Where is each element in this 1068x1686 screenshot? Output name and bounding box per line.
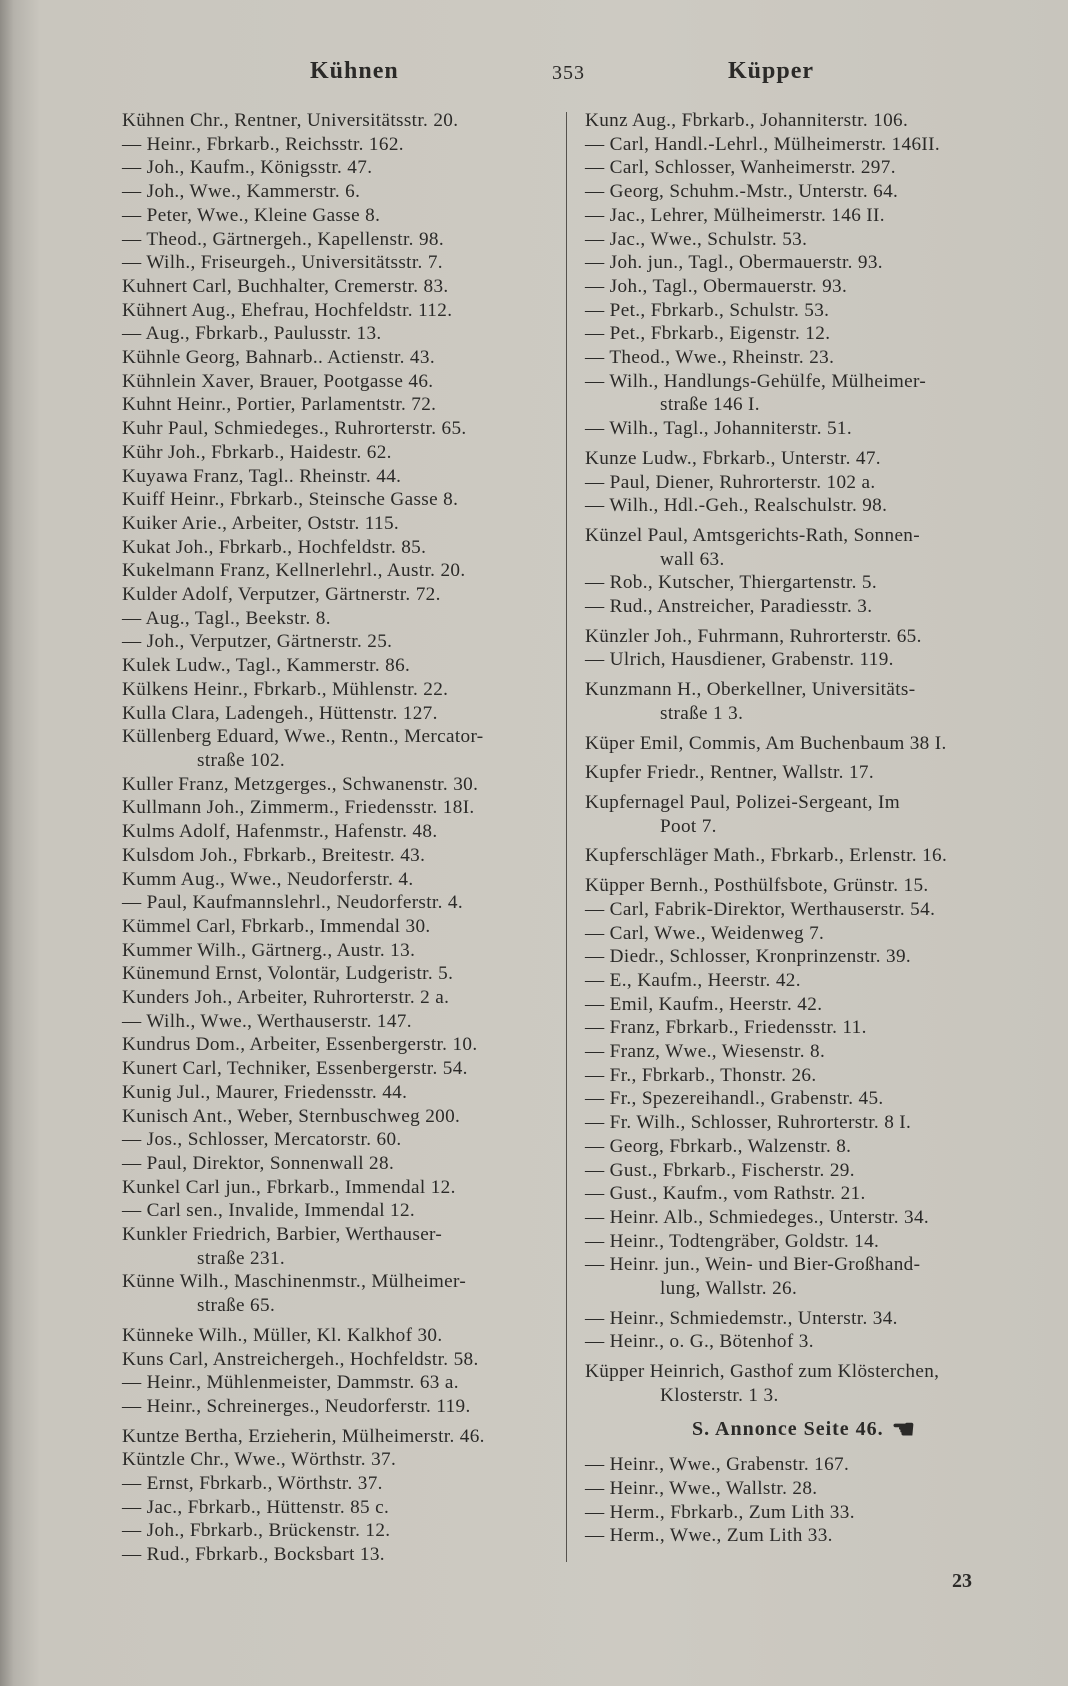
directory-entry bbox=[585, 370, 1023, 417]
entry-line: Küllenberg Eduard, Wwe., Rentn., Mercator- bbox=[122, 726, 484, 748]
directory-entry bbox=[122, 796, 560, 820]
directory-entry bbox=[585, 133, 1023, 157]
entry-line: Kuiker Arie., Arbeiter, Oststr. 115. bbox=[122, 512, 400, 534]
directory-entry bbox=[122, 204, 560, 228]
directory-entry bbox=[122, 1152, 560, 1176]
entry-line: Kuller Franz, Metzgerges., Schwanenstr. 30. bbox=[122, 773, 479, 795]
directory-entry bbox=[122, 465, 560, 489]
directory-entry bbox=[122, 1324, 560, 1348]
directory-entry bbox=[122, 109, 560, 133]
directory-entry bbox=[122, 1105, 560, 1129]
entry-line: — Peter, Wwe., Kleine Gasse 8. bbox=[122, 204, 381, 226]
directory-entry bbox=[122, 180, 560, 204]
entry-line: — Joh., Verputzer, Gärtnerstr. 25. bbox=[122, 631, 393, 653]
directory-entry bbox=[122, 1270, 560, 1317]
page-number: 353 bbox=[552, 62, 585, 84]
directory-entry bbox=[585, 1253, 1023, 1300]
directory-entry bbox=[585, 1501, 1023, 1525]
entry-line: — Rud., Fbrkarb., Bocksbart 13. bbox=[122, 1544, 385, 1566]
annonce-reference bbox=[585, 1414, 1023, 1444]
entry-line: — Gust., Fbrkarb., Fischerstr. 29. bbox=[585, 1159, 855, 1181]
directory-entry bbox=[122, 654, 560, 678]
directory-entry bbox=[585, 1016, 1023, 1040]
entry-line: Kupfernagel Paul, Polizei-Sergeant, Im bbox=[585, 791, 901, 813]
directory-entry bbox=[585, 1064, 1023, 1088]
directory-entry bbox=[585, 1135, 1023, 1159]
entry-line: Kühr Joh., Fbrkarb., Haidestr. 62. bbox=[122, 441, 392, 463]
entry-line: — Georg, Schuhm.-Mstr., Unterstr. 64. bbox=[585, 181, 899, 203]
directory-entry bbox=[122, 441, 560, 465]
directory-entry bbox=[122, 559, 560, 583]
entry-line: Kunders Joh., Arbeiter, Ruhrorterstr. 2 a. bbox=[122, 987, 450, 1009]
directory-entry bbox=[122, 156, 560, 180]
directory-entry bbox=[585, 322, 1023, 346]
directory-entry bbox=[122, 299, 560, 323]
entry-line: Kunkel Carl jun., Fbrkarb., Immendal 12. bbox=[122, 1176, 456, 1198]
directory-entry bbox=[585, 251, 1023, 275]
entry-line: — Theod., Wwe., Rheinstr. 23. bbox=[585, 347, 835, 369]
directory-entry bbox=[122, 1176, 560, 1200]
entry-line: — Wilh., Hdl.-Geh., Realschulstr. 98. bbox=[585, 495, 888, 517]
directory-entry bbox=[122, 370, 560, 394]
directory-entry bbox=[585, 1360, 1023, 1407]
column-divider bbox=[566, 112, 567, 1562]
entry-line: Kunert Carl, Techniker, Essenbergerstr. 54. bbox=[122, 1058, 468, 1080]
directory-entry bbox=[585, 1524, 1023, 1548]
directory-entry bbox=[122, 868, 560, 892]
entry-line: — Franz, Wwe., Wiesenstr. 8. bbox=[585, 1041, 826, 1063]
directory-entry bbox=[122, 725, 560, 772]
entry-line: Kullmann Joh., Zimmerm., Friedensstr. 18I. bbox=[122, 797, 475, 819]
directory-entry bbox=[585, 993, 1023, 1017]
entry-line: — Heinr., Schmiedemstr., Unterstr. 34. bbox=[585, 1307, 898, 1329]
directory-entry bbox=[585, 678, 1023, 725]
directory-entry bbox=[585, 1087, 1023, 1111]
entry-line: — Jac., Wwe., Schulstr. 53. bbox=[585, 228, 808, 250]
directory-entry bbox=[122, 773, 560, 797]
entry-line: Kukat Joh., Fbrkarb., Hochfeldstr. 85. bbox=[122, 536, 427, 558]
entry-line: Kühnlein Xaver, Brauer, Pootgasse 46. bbox=[122, 370, 434, 392]
running-head-right: Küpper bbox=[728, 58, 815, 84]
directory-entry bbox=[585, 1230, 1023, 1254]
directory-entry bbox=[122, 133, 560, 157]
entry-line: Künne Wilh., Maschinenmstr., Mülheimer- bbox=[122, 1271, 467, 1293]
entry-line: Künzler Joh., Fuhrmann, Ruhrorterstr. 65. bbox=[585, 625, 922, 647]
directory-entry bbox=[122, 512, 560, 536]
directory-entry bbox=[122, 1425, 560, 1449]
entry-line: — Aug., Tagl., Beekstr. 8. bbox=[122, 607, 331, 629]
entry-line: Kumm Aug., Wwe., Neudorferstr. 4. bbox=[122, 868, 414, 890]
entry-line: Kunze Ludw., Fbrkarb., Unterstr. 47. bbox=[585, 447, 881, 469]
entry-line: — Ernst, Fbrkarb., Wörthstr. 37. bbox=[122, 1473, 383, 1495]
entry-line: — Theod., Gärtnergeh., Kapellenstr. 98. bbox=[122, 228, 444, 250]
entry-line: — Jos., Schlosser, Mercatorstr. 60. bbox=[122, 1129, 402, 1151]
entry-line: — Franz, Fbrkarb., Friedensstr. 11. bbox=[585, 1017, 867, 1039]
directory-entry bbox=[122, 1371, 560, 1395]
directory-entry bbox=[585, 1206, 1023, 1230]
entry-line: Küpper Heinrich, Gasthof zum Klösterchen, bbox=[585, 1361, 940, 1383]
directory-entry bbox=[585, 732, 1023, 756]
entry-line: Kuyawa Franz, Tagl.. Rheinstr. 44. bbox=[122, 465, 402, 487]
entry-line: — Heinr., Fbrkarb., Reichsstr. 162. bbox=[122, 133, 404, 155]
directory-entry bbox=[122, 1519, 560, 1543]
entry-line: — Joh., Fbrkarb., Brückenstr. 12. bbox=[122, 1520, 391, 1542]
directory-entry bbox=[585, 471, 1023, 495]
entry-line: Künzel Paul, Amtsgerichts-Rath, Sonnen- bbox=[585, 524, 920, 546]
entry-line: — Pet., Fbrkarb., Schulstr. 53. bbox=[585, 299, 830, 321]
directory-entry bbox=[585, 1040, 1023, 1064]
entry-line: — Pet., Fbrkarb., Eigenstr. 12. bbox=[585, 323, 831, 345]
directory-entry bbox=[122, 1496, 560, 1520]
directory-entry bbox=[122, 417, 560, 441]
entry-continuation-line: straße 1 3. bbox=[660, 702, 744, 724]
entry-line: Kuntze Bertha, Erzieherin, Mülheimerstr. 46. bbox=[122, 1425, 485, 1447]
left-column bbox=[122, 109, 560, 1567]
directory-entry bbox=[585, 228, 1023, 252]
entry-line: — Ulrich, Hausdiener, Grabenstr. 119. bbox=[585, 649, 894, 671]
entry-line: — Wilh., Wwe., Werthauserstr. 147. bbox=[122, 1010, 412, 1032]
directory-entry bbox=[585, 844, 1023, 868]
directory-entry bbox=[122, 891, 560, 915]
directory-entry bbox=[585, 922, 1023, 946]
directory-entry bbox=[585, 1182, 1023, 1206]
entry-line: Kukelmann Franz, Kellnerlehrl., Austr. 20. bbox=[122, 560, 466, 582]
directory-entry bbox=[585, 346, 1023, 370]
entry-continuation-line: Poot 7. bbox=[660, 815, 717, 837]
entry-line: — Heinr. jun., Wein- und Bier-Großhand- bbox=[585, 1254, 921, 1276]
entry-line: Kundrus Dom., Arbeiter, Essenbergerstr. 10. bbox=[122, 1034, 478, 1056]
directory-entry bbox=[585, 898, 1023, 922]
directory-entry bbox=[122, 1128, 560, 1152]
directory-entry bbox=[585, 791, 1023, 838]
entry-line: Künneke Wilh., Müller, Kl. Kalkhof 30. bbox=[122, 1324, 443, 1346]
directory-entry bbox=[122, 1223, 560, 1270]
directory-entry bbox=[585, 625, 1023, 649]
directory-entry bbox=[585, 299, 1023, 323]
directory-entry bbox=[585, 109, 1023, 133]
entry-line: Kuns Carl, Anstreichergeh., Hochfeldstr. 58. bbox=[122, 1348, 479, 1370]
entry-line: Kupferschläger Math., Fbrkarb., Erlenstr. 16. bbox=[585, 845, 948, 867]
directory-entry bbox=[585, 571, 1023, 595]
directory-entry bbox=[122, 1010, 560, 1034]
entry-line: — Herm., Wwe., Zum Lith 33. bbox=[585, 1525, 833, 1547]
entry-line: Kunisch Ant., Weber, Sternbuschweg 200. bbox=[122, 1105, 461, 1127]
entry-line: — Paul, Diener, Ruhrorterstr. 102 a. bbox=[585, 471, 876, 493]
directory-entry bbox=[122, 986, 560, 1010]
directory-entry bbox=[122, 275, 560, 299]
directory-entry bbox=[122, 536, 560, 560]
directory-entry bbox=[585, 1477, 1023, 1501]
directory-entry bbox=[122, 844, 560, 868]
entry-line: Kuhnert Carl, Buchhalter, Cremerstr. 83. bbox=[122, 275, 449, 297]
entry-line: — Fr., Spezereihandl., Grabenstr. 45. bbox=[585, 1088, 884, 1110]
directory-entry bbox=[122, 1057, 560, 1081]
entry-line: Kulek Ludw., Tagl., Kammerstr. 86. bbox=[122, 655, 411, 677]
entry-line: — Heinr., o. G., Bötenhof 3. bbox=[585, 1331, 814, 1353]
entry-line: — Rud., Anstreicher, Paradiesstr. 3. bbox=[585, 596, 873, 618]
running-head-left: Kühnen bbox=[310, 58, 399, 84]
entry-line: Küper Emil, Commis, Am Buchenbaum 38 I. bbox=[585, 732, 947, 754]
entry-line: — Joh. jun., Tagl., Obermauerstr. 93. bbox=[585, 252, 883, 274]
directory-entry bbox=[122, 1448, 560, 1472]
entry-line: — Herm., Fbrkarb., Zum Lith 33. bbox=[585, 1501, 855, 1523]
entry-line: — Carl, Schlosser, Wanheimerstr. 297. bbox=[585, 157, 896, 179]
entry-line: — Joh., Kaufm., Königsstr. 47. bbox=[122, 157, 373, 179]
entry-line: Küntzle Chr., Wwe., Wörthstr. 37. bbox=[122, 1449, 397, 1471]
entry-line: Külkens Heinr., Fbrkarb., Mühlenstr. 22. bbox=[122, 678, 449, 700]
entry-line: — Paul, Direktor, Sonnenwall 28. bbox=[122, 1152, 395, 1174]
entry-continuation-line: straße 102. bbox=[197, 749, 286, 771]
entry-line: Künemund Ernst, Volontär, Ludgeristr. 5. bbox=[122, 963, 454, 985]
entry-line: — Carl, Fabrik-Direktor, Werthauserstr. 54. bbox=[585, 898, 936, 920]
entry-line: — Paul, Kaufmannslehrl., Neudorferstr. 4. bbox=[122, 892, 463, 914]
directory-entry bbox=[585, 1159, 1023, 1183]
entry-line: Kunig Jul., Maurer, Friedensstr. 44. bbox=[122, 1081, 408, 1103]
entry-line: — Heinr. Alb., Schmiedeges., Unterstr. 34. bbox=[585, 1206, 930, 1228]
entry-line: Küpper Bernh., Posthülfsbote, Grünstr. 15. bbox=[585, 875, 929, 897]
directory-entry bbox=[585, 275, 1023, 299]
right-column bbox=[585, 109, 1023, 1548]
directory-entry bbox=[585, 1330, 1023, 1354]
directory-entry bbox=[585, 180, 1023, 204]
entry-line: Kulder Adolf, Verputzer, Gärtnerstr. 72. bbox=[122, 584, 441, 606]
entry-continuation-line: straße 146 I. bbox=[660, 394, 760, 416]
directory-entry bbox=[122, 1081, 560, 1105]
directory-entry bbox=[122, 228, 560, 252]
directory-entry bbox=[122, 678, 560, 702]
entry-line: Kunzmann H., Oberkellner, Universitäts- bbox=[585, 679, 916, 701]
directory-entry bbox=[122, 583, 560, 607]
entry-line: — Diedr., Schlosser, Kronprinzenstr. 39. bbox=[585, 946, 912, 968]
directory-entry bbox=[122, 820, 560, 844]
entry-line: — Jac., Lehrer, Mülheimerstr. 146 II. bbox=[585, 204, 885, 226]
entry-line: Kuhr Paul, Schmiedeges., Ruhrorterstr. 65. bbox=[122, 418, 467, 440]
pointing-hand-icon: ☚ bbox=[891, 1414, 916, 1444]
directory-entry bbox=[585, 1453, 1023, 1477]
directory-entry bbox=[122, 939, 560, 963]
entry-line: Kunz Aug., Fbrkarb., Johanniterstr. 106. bbox=[585, 110, 909, 131]
directory-entry bbox=[585, 1111, 1023, 1135]
entry-line: — Emil, Kaufm., Heerstr. 42. bbox=[585, 993, 823, 1015]
entry-continuation-line: Klosterstr. 1 3. bbox=[660, 1384, 779, 1406]
entry-line: Kühnert Aug., Ehefrau, Hochfeldstr. 112. bbox=[122, 299, 453, 321]
entry-line: Kulla Clara, Ladengeh., Hüttenstr. 127. bbox=[122, 702, 438, 724]
entry-line: — Wilh., Tagl., Johanniterstr. 51. bbox=[585, 418, 853, 440]
directory-entry bbox=[122, 1199, 560, 1223]
entry-line: — Rob., Kutscher, Thiergartenstr. 5. bbox=[585, 572, 877, 594]
entry-line: — Heinr., Wwe., Grabenstr. 167. bbox=[585, 1454, 850, 1476]
entry-line: Kulms Adolf, Hafenmstr., Hafenstr. 48. bbox=[122, 821, 438, 843]
directory-entry bbox=[122, 1472, 560, 1496]
entry-line: Kuiff Heinr., Fbrkarb., Steinsche Gasse 8. bbox=[122, 489, 459, 511]
entry-line: — Aug., Fbrkarb., Paulusstr. 13. bbox=[122, 323, 382, 345]
entry-line: Kunkler Friedrich, Barbier, Werthauser- bbox=[122, 1224, 443, 1246]
signature-mark: 23 bbox=[952, 1570, 972, 1592]
directory-entry bbox=[585, 945, 1023, 969]
entry-line: — Wilh., Friseurgeh., Universitätsstr. 7. bbox=[122, 252, 443, 274]
entry-line: — Joh., Wwe., Kammerstr. 6. bbox=[122, 181, 361, 203]
directory-entry bbox=[585, 1307, 1023, 1331]
entry-line: — Fr. Wilh., Schlosser, Ruhrorterstr. 8 I. bbox=[585, 1112, 912, 1134]
directory-entry bbox=[585, 595, 1023, 619]
entry-line: — Jac., Fbrkarb., Hüttenstr. 85 c. bbox=[122, 1496, 390, 1518]
entry-line: — Carl, Handl.-Lehrl., Mülheimerstr. 146II. bbox=[585, 133, 941, 155]
directory-entry bbox=[122, 915, 560, 939]
entry-continuation-line: lung, Wallstr. 26. bbox=[660, 1278, 798, 1300]
entry-line: Kulsdom Joh., Fbrkarb., Breitestr. 43. bbox=[122, 844, 426, 866]
entry-line: Kummer Wilh., Gärtnerg., Austr. 13. bbox=[122, 939, 416, 961]
directory-entry bbox=[585, 874, 1023, 898]
entry-line: — Joh., Tagl., Obermauerstr. 93. bbox=[585, 275, 848, 297]
entry-line: — Heinr., Wwe., Wallstr. 28. bbox=[585, 1477, 818, 1499]
entry-line: Kühnen Chr., Rentner, Universitätsstr. 20. bbox=[122, 110, 459, 131]
entry-line: Kümmel Carl, Fbrkarb., Immendal 30. bbox=[122, 915, 431, 937]
entry-line: — Heinr., Todtengräber, Goldstr. 14. bbox=[585, 1230, 880, 1252]
directory-entry bbox=[122, 393, 560, 417]
directory-entry bbox=[122, 607, 560, 631]
entry-line: — Carl sen., Invalide, Immendal 12. bbox=[122, 1200, 416, 1222]
directory-entry bbox=[122, 1543, 560, 1567]
entry-line: — Carl, Wwe., Weidenweg 7. bbox=[585, 922, 825, 944]
directory-entry bbox=[122, 962, 560, 986]
entry-continuation-line: wall 63. bbox=[660, 548, 725, 570]
directory-entry bbox=[585, 156, 1023, 180]
annonce-text: S. Annonce Seite 46. bbox=[692, 1417, 884, 1440]
directory-entry bbox=[585, 969, 1023, 993]
directory-entry bbox=[122, 488, 560, 512]
entry-line: — Gust., Kaufm., vom Rathstr. 21. bbox=[585, 1183, 866, 1205]
directory-entry bbox=[122, 1033, 560, 1057]
entry-continuation-line: straße 65. bbox=[197, 1295, 276, 1317]
directory-entry bbox=[585, 761, 1023, 785]
entry-line: Kuhnt Heinr., Portier, Parlamentstr. 72. bbox=[122, 394, 437, 416]
directory-entry bbox=[122, 1348, 560, 1372]
entry-line: — Heinr., Mühlenmeister, Dammstr. 63 a. bbox=[122, 1372, 459, 1394]
entry-continuation-line: straße 231. bbox=[197, 1247, 286, 1269]
entry-line: Kupfer Friedr., Rentner, Wallstr. 17. bbox=[585, 762, 874, 784]
directory-entry bbox=[585, 648, 1023, 672]
directory-entry bbox=[585, 447, 1023, 471]
directory-entry bbox=[585, 417, 1023, 441]
entry-line: — Wilh., Handlungs-Gehülfe, Mülheimer- bbox=[585, 370, 927, 392]
directory-entry bbox=[585, 204, 1023, 228]
entry-line: Kühnle Georg, Bahnarb.. Actienstr. 43. bbox=[122, 347, 435, 369]
directory-entry bbox=[585, 494, 1023, 518]
directory-entry bbox=[122, 346, 560, 370]
entry-line: — E., Kaufm., Heerstr. 42. bbox=[585, 969, 801, 991]
entry-line: — Georg, Fbrkarb., Walzenstr. 8. bbox=[585, 1135, 852, 1157]
directory-entry bbox=[122, 630, 560, 654]
directory-entry bbox=[122, 1395, 560, 1419]
directory-entry bbox=[585, 524, 1023, 571]
directory-entry bbox=[122, 251, 560, 275]
directory-entry bbox=[122, 702, 560, 726]
entry-line: — Heinr., Schreinerges., Neudorferstr. 119. bbox=[122, 1395, 471, 1417]
entry-line: — Fr., Fbrkarb., Thonstr. 26. bbox=[585, 1064, 817, 1086]
directory-entry bbox=[122, 322, 560, 346]
